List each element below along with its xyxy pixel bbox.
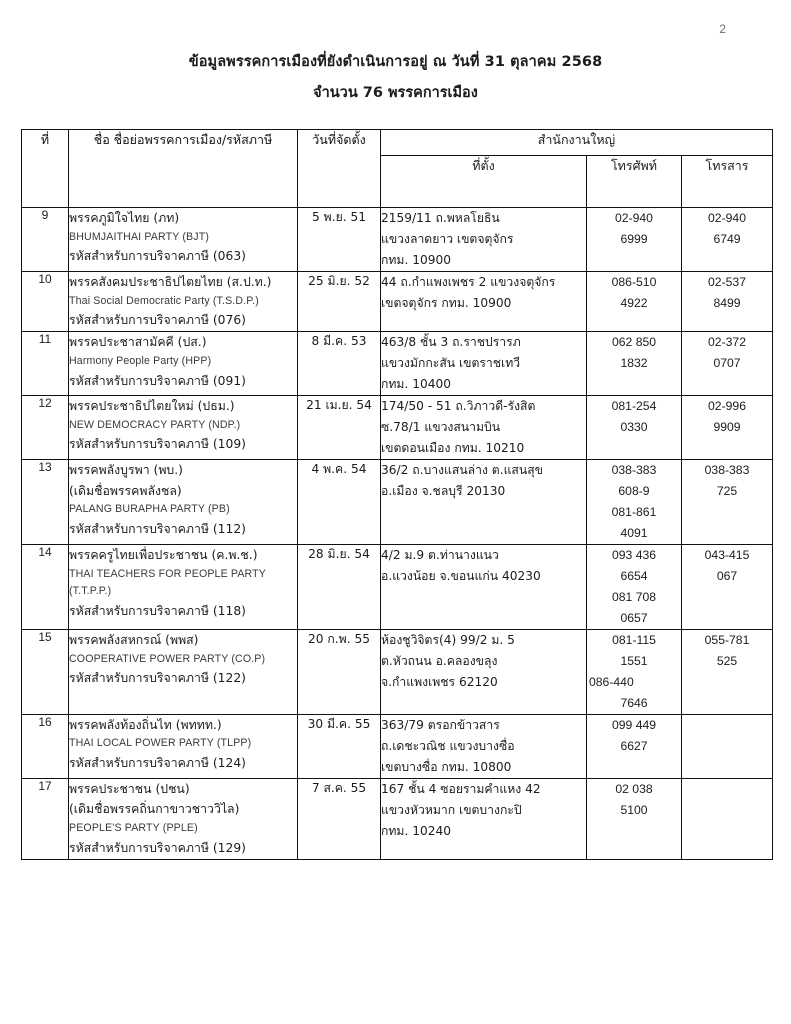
address-line: 36/2 ถ.บางแสนล่าง ต.แสนสุข xyxy=(381,462,543,477)
party-name-latin: THAI TEACHERS FOR PEOPLE PARTY xyxy=(69,567,266,580)
party-tax-code: รหัสสำหรับการบริจาคภาษี (109) xyxy=(69,437,246,452)
address-line: เขตดอนเมือง กทม. 10210 xyxy=(381,440,525,455)
fax-line: 525 xyxy=(716,653,738,668)
office-phone xyxy=(587,271,682,331)
row-number: 11 xyxy=(22,332,69,396)
phone-line: 6999 xyxy=(620,231,648,246)
fax-line: 055-781 xyxy=(704,632,750,647)
table-head xyxy=(22,130,773,208)
phone-line: 4922 xyxy=(620,295,648,310)
party-name-latin: PEOPLE'S PARTY (PPLE) xyxy=(69,822,198,835)
party-name-latin: THAI LOCAL POWER PARTY (TLPP) xyxy=(69,737,252,750)
phone-line: 099 449 xyxy=(611,717,657,732)
table-row xyxy=(22,778,773,859)
table-row xyxy=(22,629,773,714)
founding-date: 20 ก.พ. 55 xyxy=(298,629,381,714)
fax-line: 038-383 xyxy=(704,462,750,477)
address-line: 44 ถ.กำแพงเพชร 2 แขวงจตุจักร xyxy=(381,274,556,289)
address-line: ห้องชูวิจิตร(4) 99/2 ม. 5 xyxy=(381,632,515,647)
office-phone xyxy=(587,332,682,396)
office-address xyxy=(381,396,587,460)
office-phone xyxy=(587,714,682,778)
address-line: แขวงหัวหมาก เขตบางกะปิ xyxy=(381,802,522,817)
table-row xyxy=(22,714,773,778)
page-title: ข้อมูลพรรคการเมืองที่ยังดำเนินการอยู่ ณ วันที่ 31 ตุลาคม 2568 xyxy=(188,54,603,70)
founding-date: 30 มี.ค. 55 xyxy=(298,714,381,778)
party-name-thai: พรรคพลังท้องถิ่นไท (พททท.) xyxy=(69,717,222,732)
party-name-latin: Harmony People Party (HPP) xyxy=(69,354,212,367)
party-name-thai: (เดิมชื่อพรรคถิ่นกาขาวชาววิไล) xyxy=(69,802,240,817)
office-phone xyxy=(587,396,682,460)
party-name-thai: พรรคพลังบูรพา (พบ.) xyxy=(69,462,183,477)
office-phone xyxy=(587,778,682,859)
table-header-row-1 xyxy=(22,130,773,156)
founding-date: 5 พ.ย. 51 xyxy=(298,208,381,272)
party-name-cell xyxy=(69,778,298,859)
office-fax xyxy=(682,544,773,629)
page-subtitle: จำนวน 76 พรรคการเมือง xyxy=(313,84,478,101)
address-line: ต.หัวถนน อ.คลองขลุง xyxy=(381,653,498,668)
phone-line: 086-440 xyxy=(589,674,634,689)
fax-line: 02-537 xyxy=(708,274,746,289)
fax-line: 6749 xyxy=(713,231,741,246)
phone-line: 1832 xyxy=(620,356,648,371)
party-name-cell xyxy=(69,459,298,544)
office-phone xyxy=(587,459,682,544)
row-number: 17 xyxy=(22,778,69,859)
party-tax-code: รหัสสำหรับการบริจาคภาษี (112) xyxy=(69,522,246,537)
party-name-cell xyxy=(69,396,298,460)
phone-line: 093 436 xyxy=(611,547,657,562)
row-number: 13 xyxy=(22,459,69,544)
phone-line: 02 038 xyxy=(615,781,653,796)
address-line: กทม. 10900 xyxy=(381,252,451,267)
table-row xyxy=(22,544,773,629)
office-phone xyxy=(587,544,682,629)
table-row xyxy=(22,332,773,396)
address-line: อ.เมือง จ.ชลบุรี 20130 xyxy=(381,483,506,498)
party-name-latin: Thai Social Democratic Party (T.S.D.P.) xyxy=(69,294,259,307)
row-number: 10 xyxy=(22,271,69,331)
phone-line: 038-383 xyxy=(611,462,657,477)
office-fax xyxy=(682,208,773,272)
row-number: 16 xyxy=(22,714,69,778)
founding-date: 28 มิ.ย. 54 xyxy=(298,544,381,629)
party-tax-code: รหัสสำหรับการบริจาคภาษี (124) xyxy=(69,756,246,771)
party-tax-code: รหัสสำหรับการบริจาคภาษี (076) xyxy=(69,313,246,328)
party-name-thai: พรรคครูไทยเพื่อประชาชน (ค.พ.ช.) xyxy=(69,547,258,562)
office-address xyxy=(381,714,587,778)
address-line: อ.แวงน้อย จ.ขอนแก่น 40230 xyxy=(381,568,541,583)
address-line: 2159/11 ถ.พหลโยธิน xyxy=(381,211,500,225)
header-address: ที่ตั้ง xyxy=(381,156,587,208)
fax-line: 067 xyxy=(716,568,738,583)
address-line: กทม. 10240 xyxy=(381,823,451,838)
table-row xyxy=(22,459,773,544)
address-line: 174/50 - 51 ถ.วิภาวดี-รังสิต xyxy=(381,399,536,414)
header-founding-date: วันที่จัดตั้ง xyxy=(298,130,381,208)
phone-line: 608-9 xyxy=(618,483,650,498)
party-name-thai: (เดิมชื่อพรรคพลังชล) xyxy=(69,483,182,498)
party-name-latin: BHUMJAITHAI PARTY (BJT) xyxy=(69,230,210,243)
address-line: กทม. 10400 xyxy=(381,377,451,392)
phone-line: 0657 xyxy=(620,610,648,625)
header-fax: โทรสาร xyxy=(682,156,773,208)
office-address xyxy=(381,629,587,714)
fax-line: 02-996 xyxy=(708,399,746,414)
phone-line: 062 850 xyxy=(611,335,657,350)
row-number: 15 xyxy=(22,629,69,714)
fax-line: 0707 xyxy=(713,356,741,371)
header-party-name: ชื่อ ชื่อย่อพรรคการเมือง/รหัสภาษี xyxy=(69,130,298,208)
office-address xyxy=(381,332,587,396)
party-name-cell xyxy=(69,332,298,396)
address-line: 4/2 ม.9 ต.ท่านางแนว xyxy=(381,547,499,562)
party-name-thai: พรรคประชาธิปไตยใหม่ (ปธม.) xyxy=(69,399,235,414)
address-line: แขวงลาดยาว เขตจตุจักร xyxy=(381,231,514,246)
office-address xyxy=(381,778,587,859)
founding-date: 4 พ.ค. 54 xyxy=(298,459,381,544)
address-line: 167 ชั้น 4 ซอยรามคำแหง 42 xyxy=(381,781,541,796)
founding-date: 21 เม.ย. 54 xyxy=(298,396,381,460)
founding-date: 7 ส.ค. 55 xyxy=(298,778,381,859)
fax-line: 9909 xyxy=(713,420,741,434)
fax-line: 8499 xyxy=(713,295,741,310)
phone-line: 081-861 xyxy=(611,504,657,519)
party-name-latin: (T.T.P.P.) xyxy=(69,585,112,598)
founding-date: 25 มิ.ย. 52 xyxy=(298,271,381,331)
row-number: 12 xyxy=(22,396,69,460)
office-address xyxy=(381,208,587,272)
phone-line: 081 708 xyxy=(611,589,657,604)
political-parties-table xyxy=(21,129,773,860)
party-name-cell xyxy=(69,208,298,272)
address-line: แขวงมักกะสัน เขตราชเทวี xyxy=(381,356,521,371)
party-tax-code: รหัสสำหรับการบริจาคภาษี (091) xyxy=(69,373,246,388)
table-row xyxy=(22,271,773,331)
office-fax xyxy=(682,332,773,396)
address-line: ซ.78/1 แขวงสนามบิน xyxy=(381,420,501,434)
office-fax xyxy=(682,396,773,460)
fax-line: 725 xyxy=(716,483,738,498)
office-fax xyxy=(682,629,773,714)
office-address xyxy=(381,271,587,331)
office-fax xyxy=(682,778,773,859)
header-head-office: สำนักงานใหญ่ xyxy=(381,130,773,156)
page-number: 2 xyxy=(719,22,726,36)
phone-line: 7646 xyxy=(620,695,648,710)
header-phone: โทรศัพท์ xyxy=(587,156,682,208)
phone-line: 5100 xyxy=(620,802,648,817)
table-body xyxy=(22,208,773,860)
office-fax xyxy=(682,459,773,544)
phone-line: 1551 xyxy=(620,653,648,668)
phone-line: 4091 xyxy=(620,525,648,540)
party-name-cell xyxy=(69,629,298,714)
party-name-cell xyxy=(69,544,298,629)
office-address xyxy=(381,544,587,629)
party-name-latin: PALANG BURAPHA PARTY (PB) xyxy=(69,503,230,516)
table-row xyxy=(22,396,773,460)
fax-line: 043-415 xyxy=(704,547,750,562)
party-name-thai: พรรคประชาสามัคคี (ปส.) xyxy=(69,335,207,350)
phone-line: 086-510 xyxy=(611,274,657,289)
fax-line: 02-372 xyxy=(708,335,746,350)
address-line: เขตบางซื่อ กทม. 10800 xyxy=(381,759,512,774)
party-tax-code: รหัสสำหรับการบริจาคภาษี (118) xyxy=(69,604,246,619)
header-no: ที่ xyxy=(22,130,69,208)
office-phone xyxy=(587,629,682,714)
fax-line: 02-940 xyxy=(708,211,746,225)
office-fax xyxy=(682,714,773,778)
address-line: จ.กำแพงเพชร 62120 xyxy=(381,674,498,689)
address-line: 463/8 ชั้น 3 ถ.ราชปรารภ xyxy=(381,335,521,350)
party-tax-code: รหัสสำหรับการบริจาคภาษี (129) xyxy=(69,840,246,855)
party-name-thai: พรรคพลังสหกรณ์ (พพส) xyxy=(69,632,199,647)
address-line: ถ.เดชะวณิช แขวงบางซื่อ xyxy=(381,738,515,753)
party-name-cell xyxy=(69,714,298,778)
office-fax xyxy=(682,271,773,331)
table-row xyxy=(22,208,773,272)
address-line: เขตจตุจักร กทม. 10900 xyxy=(381,295,512,310)
row-number: 14 xyxy=(22,544,69,629)
party-tax-code: รหัสสำหรับการบริจาคภาษี (122) xyxy=(69,671,246,686)
party-name-thai: พรรคประชาชน (ปชน) xyxy=(69,781,190,796)
party-name-latin: NEW DEMOCRACY PARTY (NDP.) xyxy=(69,418,241,431)
office-phone xyxy=(587,208,682,272)
party-tax-code: รหัสสำหรับการบริจาคภาษี (063) xyxy=(69,249,246,264)
office-address xyxy=(381,459,587,544)
party-name-cell xyxy=(69,271,298,331)
party-name-thai: พรรคภูมิใจไทย (ภท) xyxy=(69,211,180,225)
row-number: 9 xyxy=(22,208,69,272)
party-name-thai: พรรคสังคมประชาธิปไตยไทย (ส.ป.ท.) xyxy=(69,274,272,289)
phone-line: 02-940 xyxy=(615,211,653,225)
address-line: 363/79 ตรอกข้าวสาร xyxy=(381,717,500,732)
founding-date: 8 มี.ค. 53 xyxy=(298,332,381,396)
phone-line: 0330 xyxy=(620,420,648,434)
phone-line: 081-254 xyxy=(611,399,657,414)
phone-line: 6627 xyxy=(620,738,648,753)
party-name-latin: COOPERATIVE POWER PARTY (CO.P) xyxy=(69,652,266,665)
phone-line: 081-115 xyxy=(612,632,656,647)
phone-line: 6654 xyxy=(620,568,648,583)
